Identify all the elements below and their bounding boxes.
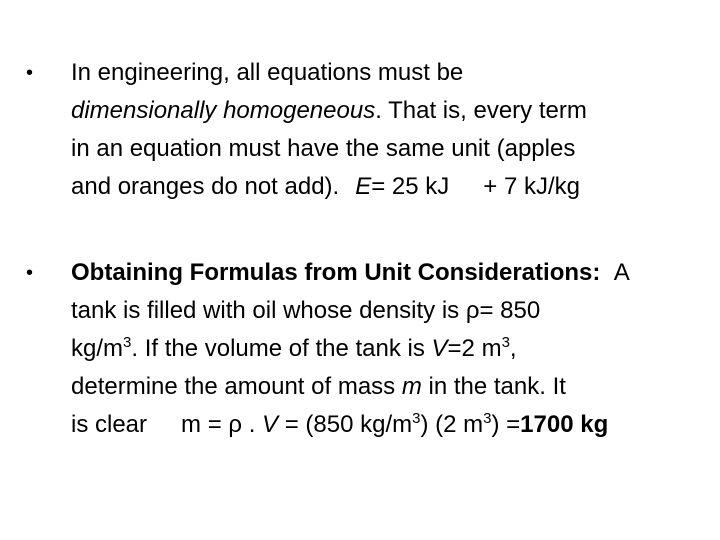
text-line (71, 254, 630, 292)
equation-result: 1700 kg (520, 411, 609, 438)
text-line (71, 168, 580, 206)
variable-energy: E (355, 173, 372, 200)
superscript: 3 (501, 334, 510, 351)
superscript: 3 (483, 410, 492, 427)
equation-term: = 25 kJ (371, 173, 450, 200)
text-line (71, 54, 463, 92)
text-line (71, 92, 587, 130)
variable-mass: m (401, 373, 422, 400)
text-run: =2 m (447, 335, 502, 362)
variable-volume: V (431, 335, 448, 362)
text-run: tank is filled with oil whose density is ρ= 850 (71, 297, 541, 324)
variable-volume: V (262, 411, 279, 438)
equation-term: + 7 kJ/kg (483, 173, 580, 200)
text-line (71, 330, 517, 368)
text-run: is clear (71, 411, 148, 438)
text-run: . If the volume of the tank is (131, 335, 432, 362)
bullet-icon: • (26, 262, 34, 284)
equation-term: = (850 kg/m (278, 411, 413, 438)
text-run: A (613, 259, 630, 286)
text-line (71, 292, 540, 330)
bullet-heading: Obtaining Formulas from Unit Considerations: (71, 259, 601, 286)
equation-term: ) = (491, 411, 521, 438)
text-run: kg/m (71, 335, 124, 362)
equation-term: m = ρ . (181, 411, 263, 438)
superscript: 3 (412, 410, 421, 427)
text-run: In engineering, all equations must be (71, 59, 464, 86)
text-run: , (509, 335, 517, 362)
text-run: in the tank. It (421, 373, 566, 400)
text-run: and oranges do not add). (71, 173, 340, 200)
bullet-icon: • (26, 62, 34, 84)
text-line (71, 406, 608, 444)
text-run: determine the amount of mass (71, 373, 402, 400)
equation-term: ) (2 m (420, 411, 484, 438)
text-run: in an equation must have the same unit (apples (71, 135, 576, 162)
text-run: . That is, every term (375, 97, 587, 124)
emphasis-term: dimensionally homogeneous (71, 97, 376, 124)
text-line (71, 368, 566, 406)
superscript: 3 (123, 334, 132, 351)
text-line (71, 130, 575, 168)
